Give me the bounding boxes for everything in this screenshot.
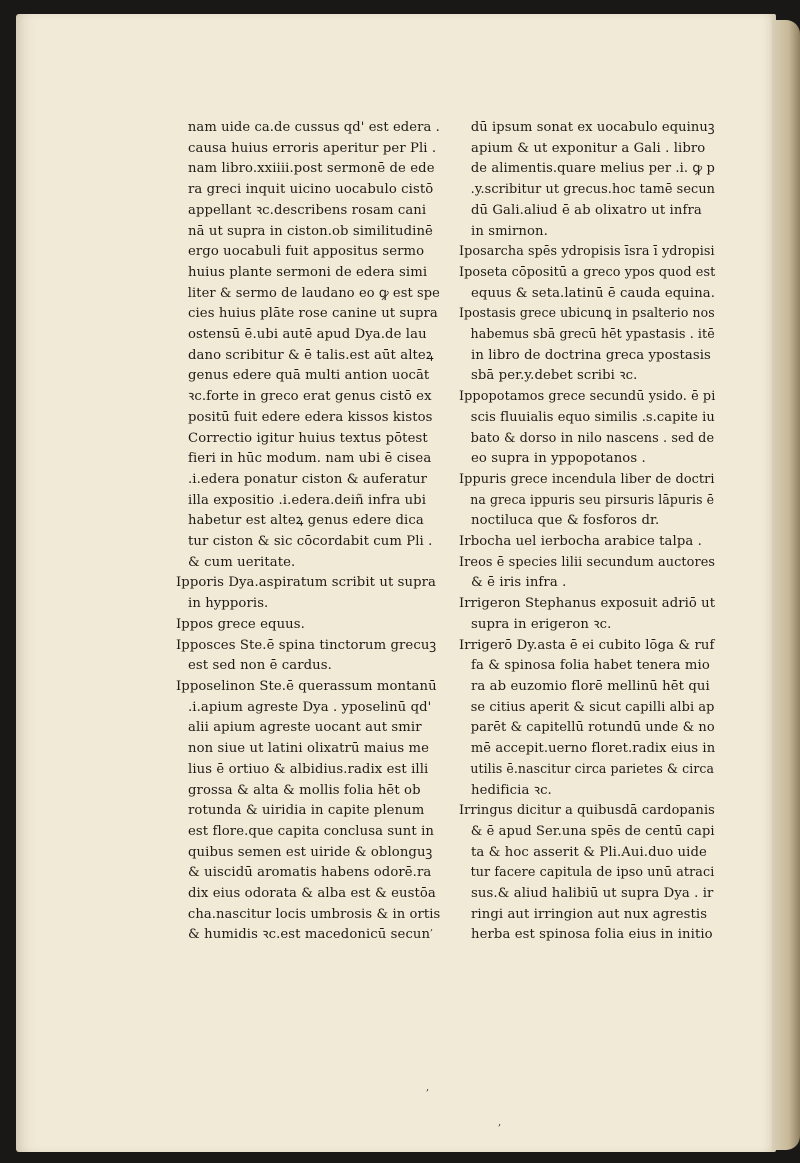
text-line: & cum ueritate. bbox=[188, 554, 296, 570]
text-line: alii apium agreste uocant aut smir bbox=[188, 720, 422, 736]
entry-headword-line: Ippos grece equus. bbox=[176, 616, 305, 632]
text-line: quibus semen est uiride & oblonguꝫ bbox=[188, 844, 433, 860]
text-line: illa expositio .i.edera.deiñ infra ubi bbox=[188, 492, 427, 508]
text-line: .i.edera ponatur ciston & auferatur bbox=[188, 471, 428, 487]
text-line: in smirnon. bbox=[471, 223, 548, 239]
text-line: hedificia ꝛc. bbox=[471, 782, 552, 798]
text-line: dano scribitur & ē talis.est aūt alteꝝ bbox=[188, 347, 434, 363]
text-line: mē accepit.uerno floret.radix eius in bbox=[470, 741, 716, 757]
entry-headword-line: Ipposelinon Ste.ē querassum montanū bbox=[176, 678, 437, 694]
entry-headword-line: Irrigeron Stephanus exposuit adriō ut bbox=[459, 596, 716, 612]
text-line: est flore.que capita conclusa sunt in bbox=[188, 823, 434, 839]
text-line: herba est spinosa folia eius in initio bbox=[471, 927, 713, 943]
text-line: genus edere quā multi antion uocāt bbox=[188, 368, 430, 384]
text-line: dū Gali.aliud ē ab olixatro ut infra bbox=[471, 202, 702, 218]
entry-headword-line: Ireos ē species lilii secundum auctores bbox=[459, 554, 716, 570]
entry-headword-line: Irrigerō Dy.asta ē ei cubito lōga & ruf bbox=[459, 637, 715, 653]
text-line: ostensū ē.ubi autē apud Dya.de lau bbox=[188, 327, 427, 343]
text-line: Correctio igitur huius textus pōtest bbox=[188, 430, 428, 446]
text-line: in libro de doctrina greca ypostasis bbox=[471, 347, 711, 363]
text-line: causa huius erroris aperitur per Pli . bbox=[188, 140, 437, 156]
text-line: cies huius plāte rose canine ut supra bbox=[188, 306, 438, 322]
text-line: & humidis ꝛc.est macedonicū secun bbox=[188, 927, 431, 943]
text-line: ra greci inquit uicino uocabulo cistō bbox=[188, 182, 434, 198]
text-line: ra ab euzomio florē mellinū hēt qui bbox=[471, 678, 710, 694]
facing-page-edge bbox=[772, 20, 800, 1150]
left-text-column bbox=[176, 118, 440, 946]
text-line: cha.nascitur locis umbrosis & in ortis bbox=[187, 906, 441, 922]
text-line: ergo uocabuli fuit appositus sermo bbox=[188, 244, 425, 260]
text-line: nam uide ca.de cussus qd' est edera . bbox=[187, 120, 440, 135]
text-line: positū fuit edere edera kissos kistos bbox=[188, 409, 433, 425]
entry-headword-line: Ipostasis grece ubicunꝗ in psalterio nos bbox=[459, 306, 715, 322]
text-line: ta & hoc asserit & Pli.Aui.duo uide bbox=[471, 844, 707, 860]
text-line: sus.& aliud halibiū ut supra Dya . ir bbox=[471, 886, 714, 902]
text-line: de alimentis.quare melius per .i. ꝙ p bbox=[470, 161, 715, 177]
text-line: dū ipsum sonat ex uocabulo equinuꝫ bbox=[470, 120, 715, 135]
right-text-column bbox=[459, 118, 715, 946]
text-line: ꝛc.forte in greco erat genus cistō ex bbox=[188, 389, 432, 405]
text-line: habemus sbā grecū hēt ypastasis . itē bbox=[470, 327, 715, 343]
text-line: habetur est alteꝝ genus edere dica bbox=[188, 513, 424, 529]
ink-mark: , bbox=[426, 1082, 430, 1093]
text-line: appellant ꝛc.describens rosam cani bbox=[188, 202, 427, 218]
text-line: grossa & alta & mollis folia hēt ob bbox=[188, 782, 421, 798]
text-line: liter & sermo de laudano eo ꝙ est spe bbox=[187, 285, 440, 301]
text-line: rotunda & uiridia in capite plenum bbox=[188, 803, 425, 819]
entry-headword-line: Iposarcha spēs ydropisis īsra ī ydropisi bbox=[459, 244, 715, 260]
text-line: noctiluca que & fosforos dr. bbox=[471, 513, 660, 529]
text-line: utilis ē.nascitur circa parietes & circa bbox=[470, 761, 714, 777]
entry-headword-line: Ippopotamos grece secundū ysido. ē pi bbox=[459, 389, 716, 405]
text-line: apium & ut exponitur a Gali . libro bbox=[471, 140, 706, 156]
text-line: tur facere capitula de ipso unū atraci bbox=[470, 865, 715, 881]
text-line: nā ut supra in ciston.ob similitudinē bbox=[188, 223, 433, 239]
text-line: eo supra in yppopotanos . bbox=[471, 451, 646, 467]
text-line: parēt & capitellū rotundū unde & no bbox=[470, 720, 715, 736]
entry-headword-line: Irringus dicitur a quibusdā cardopanis bbox=[459, 803, 715, 819]
text-line: fa & spinosa folia habet tenera mio bbox=[471, 658, 710, 674]
entry-headword-line: Ipporis Dya.aspiratum scribit ut supra bbox=[176, 575, 437, 591]
text-line: na greca ippuris seu pirsuris lāpuris ē bbox=[470, 492, 715, 508]
entry-headword-line: Ipposces Ste.ē spina tinctorum grecuꝫ bbox=[176, 637, 437, 653]
text-line: in hypporis. bbox=[188, 596, 269, 612]
text-line: est sed non ē cardus. bbox=[188, 658, 332, 674]
entry-headword-line: Irbocha uel ierbocha arabice talpa . bbox=[459, 534, 702, 550]
text-line: tur ciston & sic cōcordabit cum Pli . bbox=[188, 534, 433, 550]
text-line: & ē iris infra . bbox=[471, 575, 567, 591]
entry-headword-line: Ippuris grece incendula liber de doctri bbox=[459, 471, 715, 487]
text-line: non siue ut latini olixatrū maius me bbox=[188, 741, 429, 757]
text-line: equus & seta.latinū ē cauda equina. bbox=[471, 285, 716, 301]
text-line: .y.scribitur ut grecus.hoc tamē secun bbox=[470, 182, 716, 198]
text-line: .i.apium agreste Dya . yposelinū qd' bbox=[188, 699, 432, 715]
text-line: supra in erigeron ꝛc. bbox=[471, 616, 612, 632]
entry-headword-line: Iposeta cōpositū a greco ypos quod est bbox=[459, 264, 716, 280]
text-line: bato & dorso in nilo nascens . sed de bbox=[470, 430, 715, 446]
ink-mark: , bbox=[498, 1117, 502, 1128]
text-line: huius plante sermoni de edera simi bbox=[188, 264, 428, 280]
text-line: fieri in hūc modum. nam ubi ē cisea bbox=[188, 451, 432, 467]
text-line: scis fluuialis equo similis .s.capite iu bbox=[470, 409, 715, 425]
text-line: lius ē ortiuo & albidius.radix est illi bbox=[188, 761, 429, 777]
ink-mark: , bbox=[430, 922, 434, 933]
text-line: ringi aut irringion aut nux agrestis bbox=[471, 906, 708, 922]
text-line: & uiscidū aromatis habens odorē.ra bbox=[188, 865, 432, 881]
text-line: nam libro.xxiiii.post sermonē de ede bbox=[188, 161, 435, 177]
text-line: dix eius odorata & alba est & eustōa bbox=[188, 886, 436, 902]
text-line: & ē apud Ser.una spēs de centū capi bbox=[470, 823, 715, 839]
text-line: se citius aperit & sicut capilli albi ap bbox=[470, 699, 715, 715]
text-line: sbā per.y.debet scribi ꝛc. bbox=[471, 368, 638, 384]
